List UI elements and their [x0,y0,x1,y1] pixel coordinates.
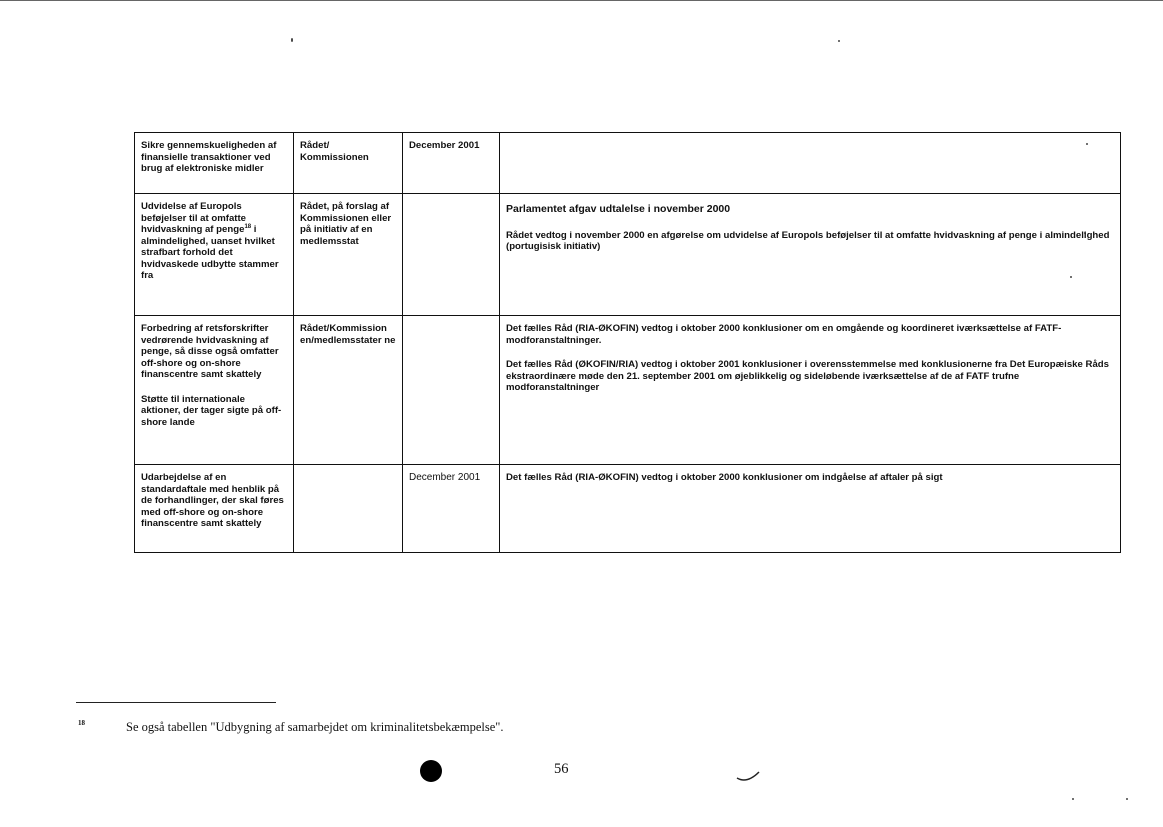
punch-hole-mark [420,760,442,782]
status-text: Rådet vedtog i november 2000 en afgørelse om udvidelse af Europols beføjelser til at omfatte hvidvaskning af penge i almindelighed (portugisisk initiativ) [506,229,1110,252]
measure-text: Støtte til internationale aktioner, der tager sigte på off-shore lande [141,393,282,428]
status-cell [500,316,1121,465]
measure-cell [135,465,294,553]
measures-table [134,132,1121,553]
scan-speck [1072,798,1074,800]
status-cell [500,133,1121,194]
table-row [135,194,1121,316]
scan-speck [1126,798,1128,800]
footnote-number: 18 [78,719,85,727]
deadline-cell: December 2001 [403,133,500,194]
table-row [135,465,1121,553]
status-text: Det fælles Råd (RIA-ØKOFIN) vedtog i oktober 2000 konklusioner om indgåelse af aftaler på sigt [506,472,943,483]
status-text: Parlamentet afgav udtalelse i november 2000 [506,203,731,215]
measure-cell [135,194,294,316]
deadline-cell: December 2001 [403,465,500,553]
page-number: 56 [554,761,569,777]
scan-speck [291,38,293,42]
measure-cell [135,316,294,465]
measure-text-cont: i almindelighed, uanset hvilket strafbart forhold det hvidvaskede udbytte stammer fra [141,224,279,281]
table-row [135,133,1121,194]
measure-text: Udvidelse af Europols beføjelser til at omfatte hvidvaskning af penge [141,201,247,235]
footnote-rule [76,702,276,703]
responsible-cell: Rådet, på forslag af Kommissionen eller på initiativ af en medlemsstat [294,194,403,316]
measure-text: Udarbejdelse af en standardaftale med henblik på de forhandlinger, der skal føres med off-shore og on-shore finanscentre samt skattely [141,472,284,529]
status-cell [500,194,1121,316]
footnote-ref: 18 [244,223,252,230]
scan-speck [838,40,840,42]
status-text: Det fælles Råd (RIA-ØKOFIN) vedtog i oktober 2000 konklusioner om en omgående og koordineret iværksættelse af FATF-modforanstaltninger. [506,323,1062,346]
scan-top-edge [0,0,1163,1]
status-cell [500,465,1121,553]
status-text: Det fælles Råd (ØKOFIN/RIA) vedtog i oktober 2001 konklusioner i overensstemmelse med konklusionerne fra Det Europæiske Råds ekstraordinære møde den 21. september 2001 om øjeblikkelig og sideløbende iværksættelse af de af FATF trufne modforanstaltninger [506,359,1109,393]
measure-cell [135,133,294,194]
footnote-text: Se også tabellen "Udbygning af samarbejdet om kriminalitetsbekæmpelse". [126,720,504,734]
scan-mark-icon [735,770,761,784]
measure-text: Forbedring af retsforskrifter vedrørende hvidvaskning af penge, så disse også omfatter off-shore og on-shore finanscentre samt skattely [141,323,279,380]
responsible-cell: Rådet/Kommission en/medlemsstater ne [294,316,403,465]
deadline-cell [403,194,500,316]
measure-text: Sikre gennemskueligheden af finansielle transaktioner ved brug af elektroniske midler [141,140,277,174]
deadline-cell [403,316,500,465]
responsible-cell [294,465,403,553]
responsible-cell: Rådet/ Kommissionen [294,133,403,194]
table-row [135,316,1121,465]
